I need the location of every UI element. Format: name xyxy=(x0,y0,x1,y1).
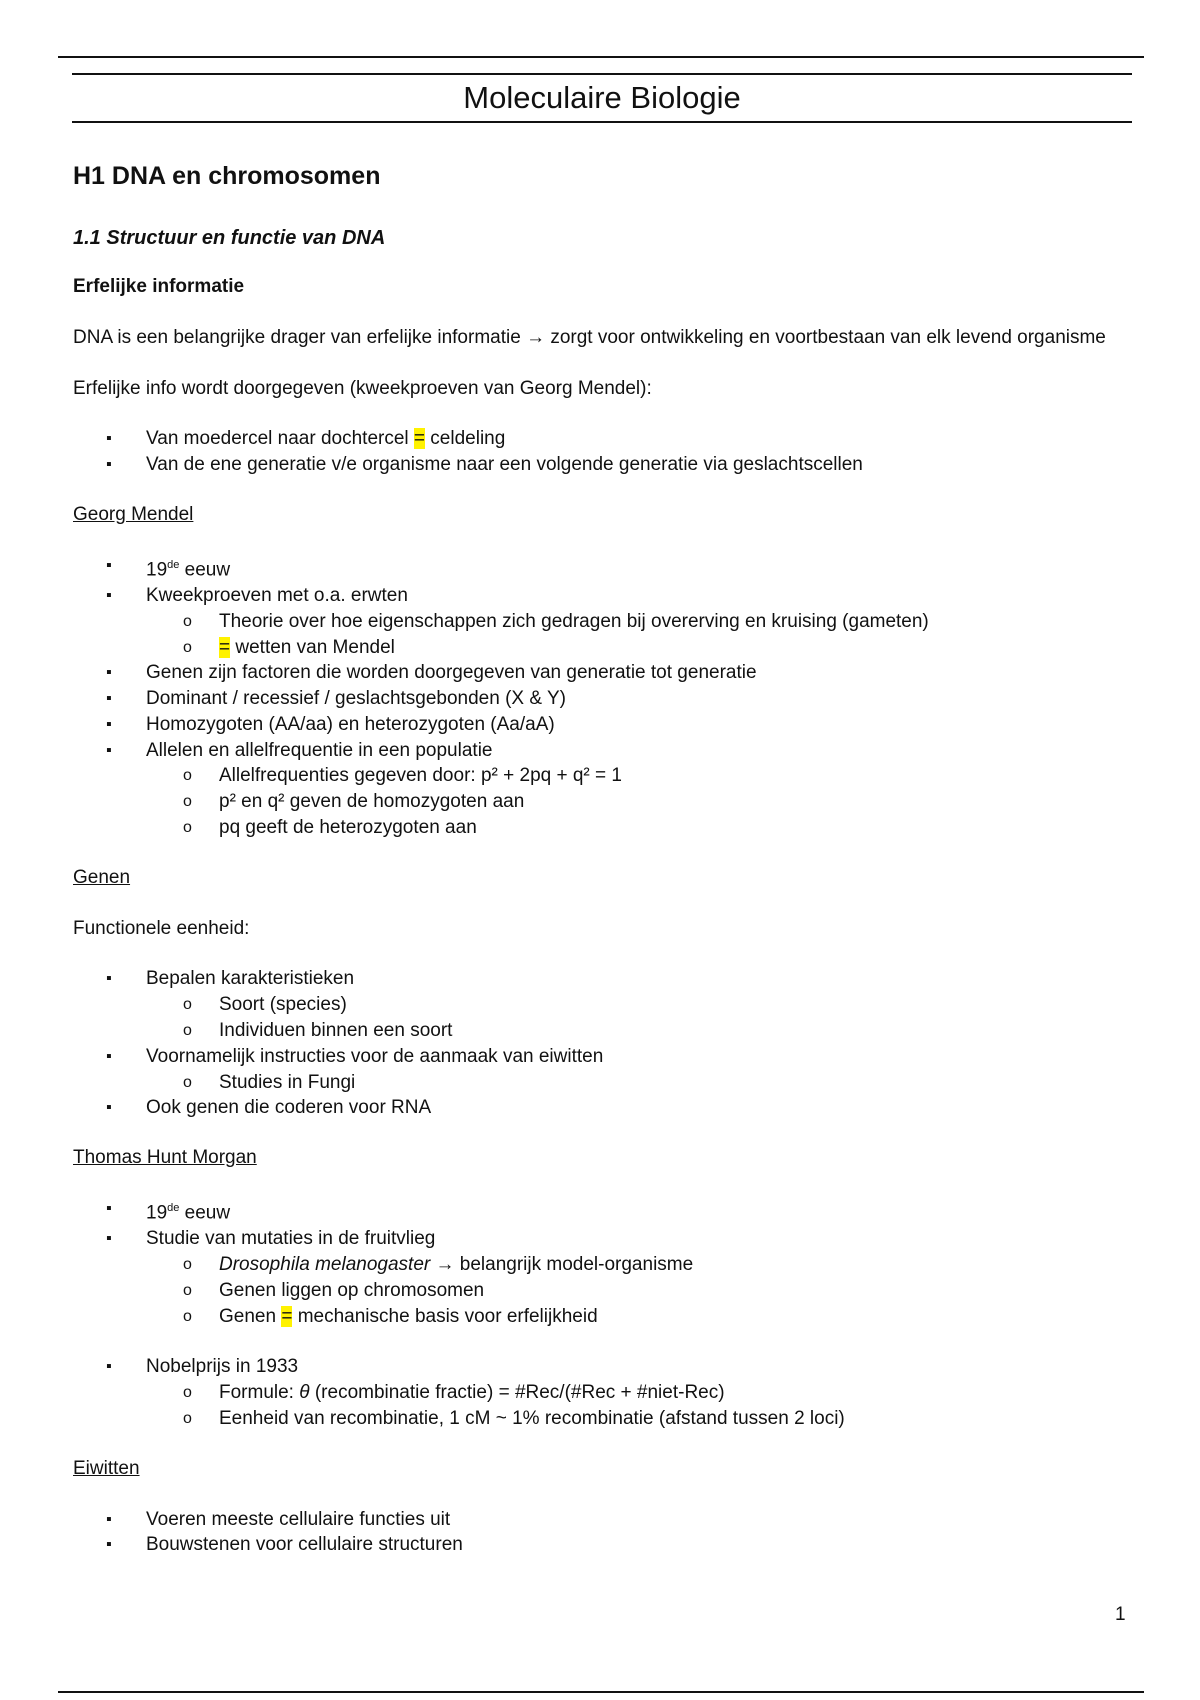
paragraph: Functionele eenheid: xyxy=(73,917,250,939)
highlight: = xyxy=(413,428,426,450)
bullet-list xyxy=(73,966,1108,1121)
chapter-heading: H1 DNA en chromosomen xyxy=(73,162,381,190)
list-item: ▪ Studie van mutaties in de fruitvlieg o Drosophila melanogaster → belangrijk model-organisme o Genen liggen op chromosomen o Genen = mechanische basis voor erfelijkheid xyxy=(73,1226,1108,1329)
subheading-eiwitten: Eiwitten xyxy=(73,1457,140,1479)
sub-list xyxy=(146,763,1108,840)
sub-list-item: o Eenheid van recombinatie, 1 cM ~ 1% recombinatie (afstand tussen 2 loci) xyxy=(146,1406,1108,1432)
sub-list xyxy=(146,1252,1108,1329)
bullet-list xyxy=(73,426,1108,478)
sub-list xyxy=(146,609,1108,661)
bullet-list xyxy=(73,1507,1108,1559)
list-item: ▪ Van moedercel naar dochtercel = celdeling xyxy=(73,426,1108,452)
list-item: ▪ Van de ene generatie v/e organisme naar een volgende generatie via geslachtscellen xyxy=(73,452,1108,478)
list-item: ▪ Voeren meeste cellulaire functies uit xyxy=(73,1507,1108,1533)
sub-list-item: o Individuen binnen een soort xyxy=(146,1018,1108,1044)
list-item: ▪ Allelen en allelfrequentie in een populatie o Allelfrequenties gegeven door: p² + 2pq + q² = 1 o p² en q² geven de homozygoten aan o pq geeft de heterozygoten aan xyxy=(73,738,1108,841)
sub-list xyxy=(146,1070,1108,1096)
sub-list-item: o Studies in Fungi xyxy=(146,1070,1108,1096)
list-item: ▪ Bouwstenen voor cellulaire structuren xyxy=(73,1532,1108,1558)
list-item: ▪ Voornamelijk instructies voor de aanmaak van eiwitten o Studies in Fungi xyxy=(73,1044,1108,1096)
title-box xyxy=(72,73,1132,123)
list-item: ▪ Nobelprijs in 1933 o Formule: θ (recombinatie fractie) = #Rec/(#Rec + #niet-Rec) o Eenheid van recombinatie, 1 cM ~ 1% recombinatie (afstand tussen 2 loci) xyxy=(73,1354,1108,1431)
highlight: = xyxy=(219,636,231,658)
list-item: ▪ Ook genen die coderen voor RNA xyxy=(73,1095,1108,1121)
paragraph: DNA is een belangrijke drager van erfelijke informatie → zorgt voor ontwikkeling en voortbestaan van elk levend organisme xyxy=(73,326,1106,348)
sub-list-item: o Theorie over hoe eigenschappen zich gedragen bij overerving en kruising (gameten) xyxy=(146,609,1108,635)
subheading-genen: Genen xyxy=(73,866,131,888)
subheading-erfelijke-informatie: Erfelijke informatie xyxy=(73,276,245,297)
subheading-georg-mendel: Georg Mendel xyxy=(73,503,194,525)
bullet-list xyxy=(73,553,1108,841)
sub-list-item: o Genen = mechanische basis voor erfelijkheid xyxy=(146,1304,1108,1330)
list-item: ▪ Dominant / recessief / geslachtsgebonden (X & Y) xyxy=(73,686,1108,712)
page-number: 1 xyxy=(1115,1604,1126,1625)
bullet-list xyxy=(73,1354,1108,1431)
section-heading: 1.1 Structuur en functie van DNA xyxy=(73,227,386,249)
arrow-icon: → xyxy=(526,326,546,348)
list-item: ▪ Kweekproeven met o.a. erwten o Theorie over hoe eigenschappen zich gedragen bij overerving en kruising (gameten) o = wetten van Mendel xyxy=(73,583,1108,660)
list-item: ▪ Bepalen karakteristieken o Soort (species) o Individuen binnen een soort xyxy=(73,966,1108,1043)
list-item: ▪ Homozygoten (AA/aa) en heterozygoten (Aa/aA) xyxy=(73,712,1108,738)
sub-list xyxy=(146,992,1108,1044)
bottom-rule xyxy=(58,1691,1144,1693)
highlight: = xyxy=(281,1305,293,1327)
document-title: Moleculaire Biologie xyxy=(463,80,741,115)
paragraph: Erfelijke info wordt doorgegeven (kweekproeven van Georg Mendel): xyxy=(73,377,652,399)
sub-list-item: o p² en q² geven de homozygoten aan xyxy=(146,789,1108,815)
bullet-list xyxy=(73,1196,1108,1329)
sub-list-item: o Allelfrequenties gegeven door: p² + 2pq + q² = 1 xyxy=(146,763,1108,789)
subheading-thomas-hunt-morgan: Thomas Hunt Morgan xyxy=(73,1147,257,1169)
document-body xyxy=(73,274,1108,1558)
list-item: ▪ Genen zijn factoren die worden doorgegeven van generatie tot generatie xyxy=(73,660,1108,686)
sub-list-item: o Drosophila melanogaster → belangrijk model-organisme xyxy=(146,1252,1108,1278)
sub-list-item: o = wetten van Mendel xyxy=(146,635,1108,661)
top-rule xyxy=(58,56,1144,58)
sub-list-item: o Soort (species) xyxy=(146,992,1108,1018)
sub-list-item: o Formule: θ (recombinatie fractie) = #Rec/(#Rec + #niet-Rec) xyxy=(146,1380,1108,1406)
sub-list-item: o pq geeft de heterozygoten aan xyxy=(146,815,1108,841)
list-item: ▪ 19de eeuw xyxy=(73,553,1108,583)
arrow-icon: → xyxy=(435,1253,455,1275)
sub-list-item: o Genen liggen op chromosomen xyxy=(146,1278,1108,1304)
list-item: ▪ 19de eeuw xyxy=(73,1196,1108,1226)
sub-list xyxy=(146,1380,1108,1432)
